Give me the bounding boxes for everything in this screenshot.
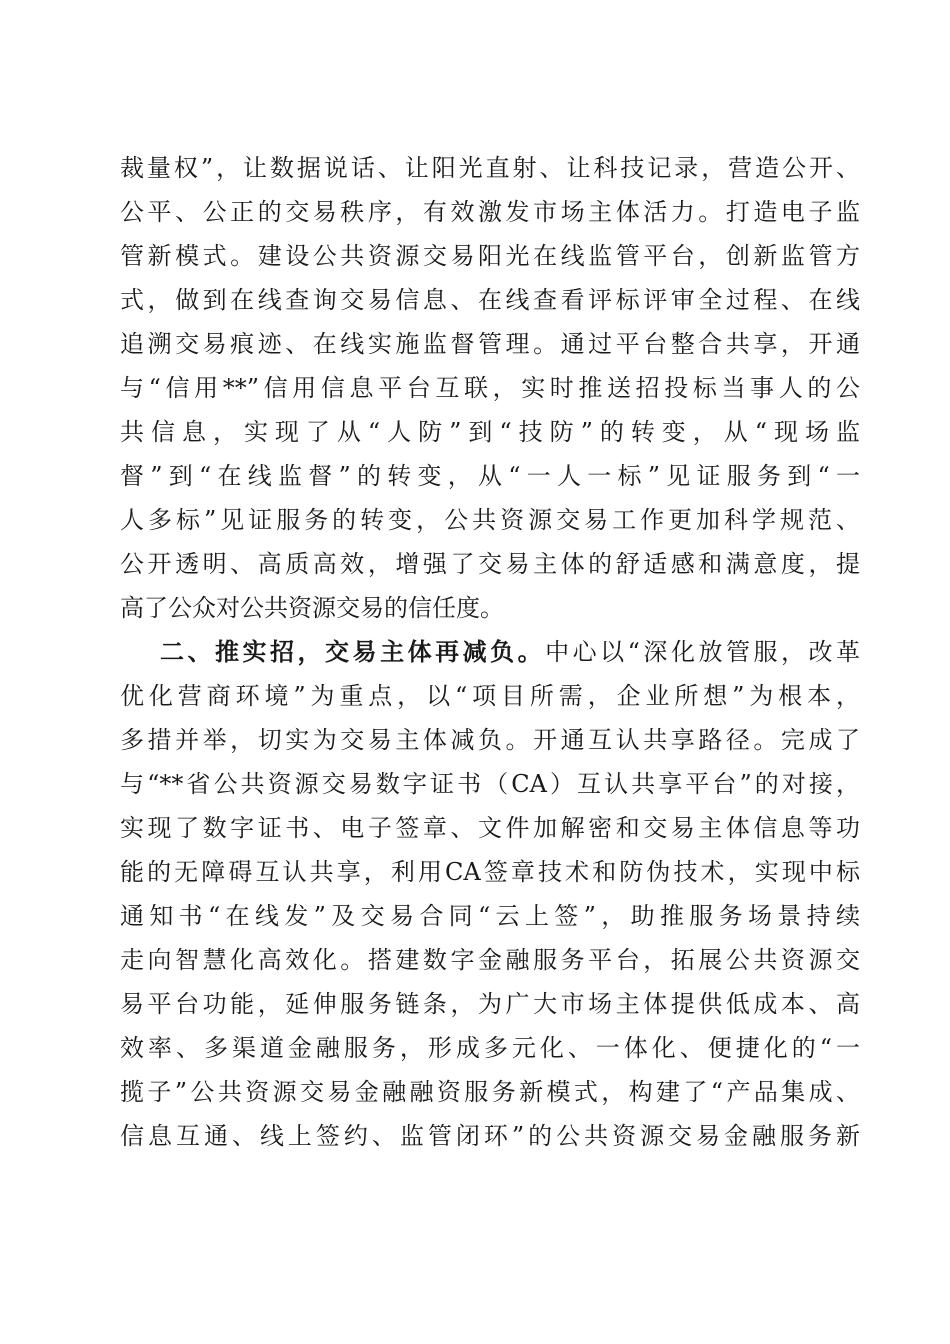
text-line: 效率、多渠道金融服务，形成多元化、一体化、便捷化的“一 [120, 1034, 860, 1062]
paragraph-first-line [120, 630, 860, 674]
text-line: 走向智慧化高效化。搭建数字金融服务平台，拓展公共资源交 [120, 946, 860, 974]
text-line: 实现了数字证书、电子签章、文件加解密和交易主体信息等功 [120, 814, 860, 842]
text-run: 中心以“深化放管服，改革 [545, 638, 860, 666]
text-line: 管新模式。建设公共资源交易阳光在线监管平台，创新监管方 [120, 242, 860, 270]
text-line: 公平、公正的交易秩序，有效激发市场主体活力。打造电子监 [120, 198, 860, 226]
text-line: 追溯交易痕迹、在线实施监督管理。通过平台整合共享，开通 [120, 330, 860, 358]
text-line: 人多标”见证服务的转变，公共资源交易工作更加科学规范、 [120, 506, 860, 534]
text-line: 公开透明、高质高效，增强了交易主体的舒适感和满意度，提 [120, 550, 860, 578]
text-line: 式，做到在线查询交易信息、在线查看评标评审全过程、在线 [120, 286, 860, 314]
text-line: 能的无障碍互认共享，利用CA签章技术和防伪技术，实现中标 [120, 858, 860, 886]
text-line: 优化营商环境”为重点，以“项目所需，企业所想”为根本， [120, 682, 860, 710]
text-line: 通知书“在线发”及交易合同“云上签”，助推服务场景持续 [120, 902, 860, 930]
text-line: 与“**省公共资源交易数字证书（CA）互认共享平台”的对接， [120, 770, 860, 798]
paragraph-2 [120, 630, 860, 1158]
text-line: 信息互通、线上签约、监管闭环”的公共资源交易金融服务新 [120, 1122, 860, 1150]
text-line: 共信息，实现了从“人防”到“技防”的转变，从“现场监 [120, 418, 860, 446]
text-line: 多措并举，切实为交易主体减负。开通互认共享路径。完成了 [120, 726, 860, 754]
text-line: 高了公众对公共资源交易的信任度。 [120, 594, 504, 622]
text-line: 裁量权”，让数据说话、让阳光直射、让科技记录，营造公开、 [120, 154, 860, 182]
section-heading: 二、推实招，交易主体再减负。 [160, 637, 546, 666]
text-line: 易平台功能，延伸服务链条，为广大市场主体提供低成本、高 [120, 990, 860, 1018]
text-line: 与“信用**”信用信息平台互联，实时推送招投标当事人的公 [120, 374, 860, 402]
text-line: 督”到“在线监督”的转变，从“一人一标”见证服务到“一 [120, 462, 860, 490]
paragraph-1 [120, 146, 860, 630]
text-line: 揽子”公共资源交易金融融资服务新模式，构建了“产品集成、 [120, 1078, 860, 1106]
